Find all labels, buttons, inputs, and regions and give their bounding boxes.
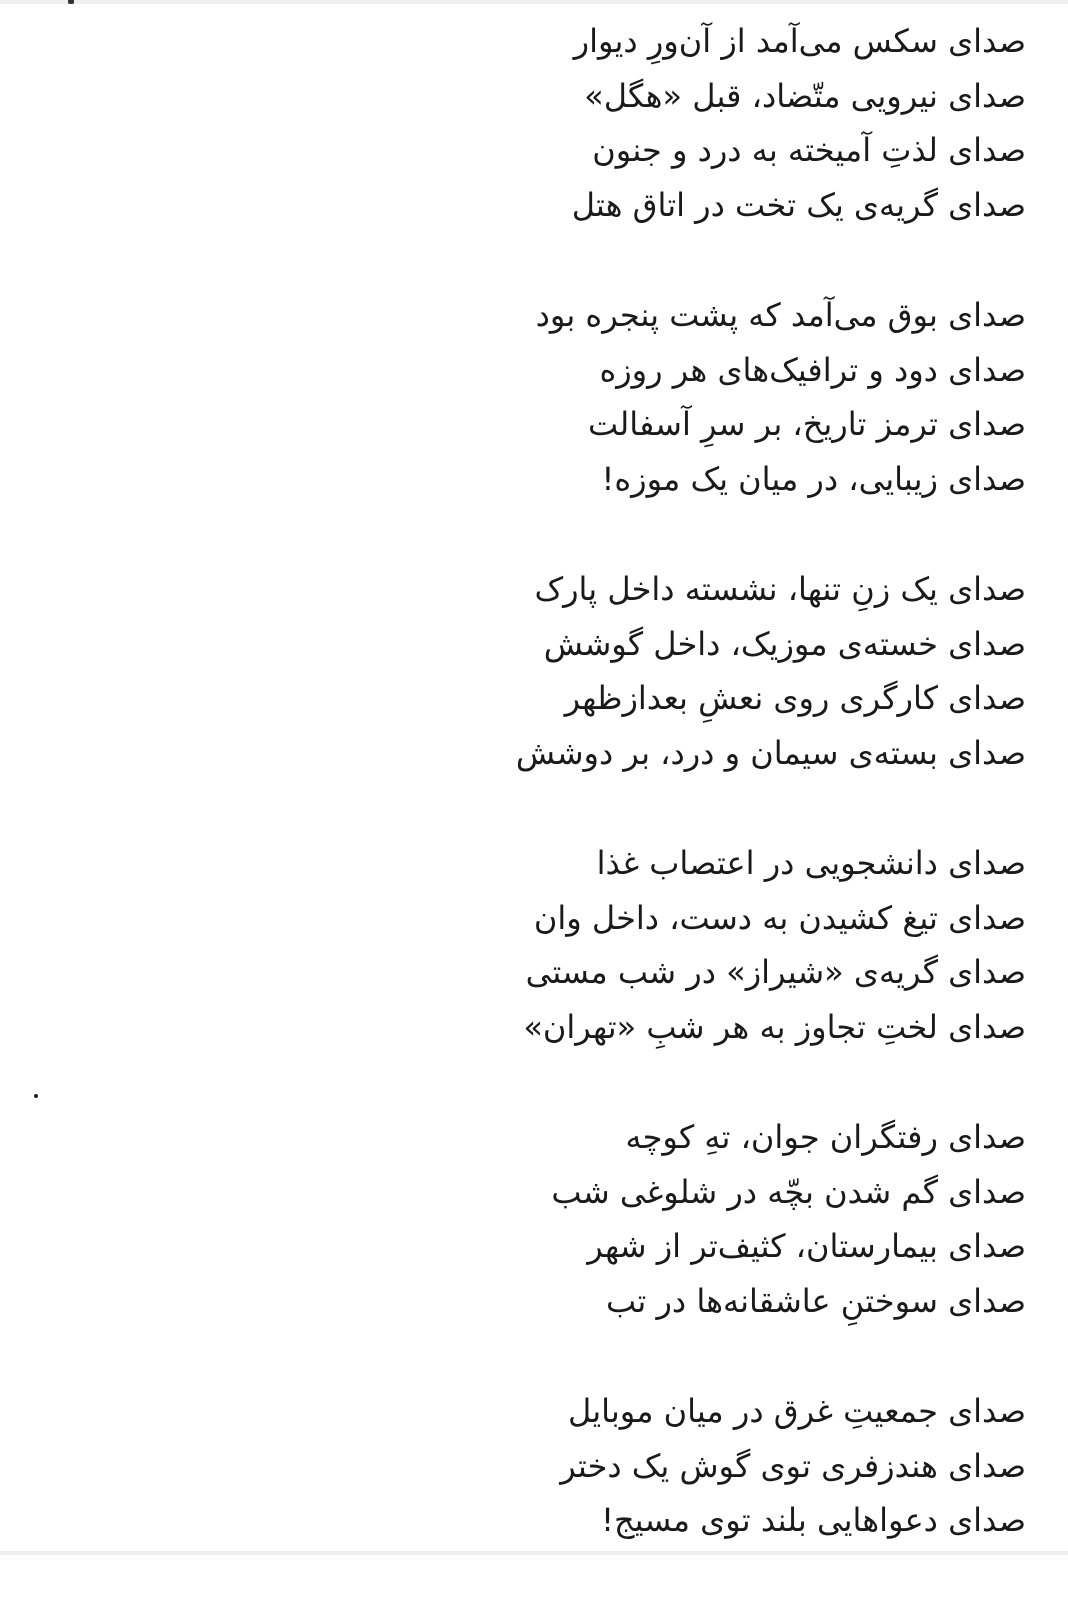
poem-line: صدای خسته‌ی موزیک، داخل گوشش	[543, 624, 1026, 663]
poem-line: صدای زیبایی، در میان یک موزه!	[601, 459, 1026, 498]
bottom-divider	[0, 1551, 1068, 1555]
poem-line: صدای دانشجویی در اعتصاب غذا	[596, 844, 1026, 882]
stanza-6	[266, 1384, 1026, 1548]
poem-line: صدای گم شدن بچّه در شلوغی شب	[551, 1172, 1026, 1211]
stanza-2	[266, 288, 1026, 506]
poem-line: صدای بیمارستان، کثیف‌تر از شهر	[587, 1227, 1026, 1265]
cropped-glyph-fragment	[68, 0, 74, 4]
poem-line: صدای گریه‌ی «شیراز» در شب مستی	[525, 953, 1026, 991]
poem-line: صدای بسته‌ی سیمان و درد، بر دوشش	[515, 733, 1026, 772]
poem-line: صدای نیرویی متّضاد، قبل «هگل»	[584, 76, 1026, 115]
poem-line: صدای یک زنِ تنها، نشسته داخل پارک	[534, 570, 1026, 608]
stanza-5	[266, 1110, 1026, 1328]
poem-line: صدای رفتگران جوان، تهِ کوچه	[625, 1118, 1026, 1156]
poem-line: صدای هندزفری توی گوش یک دختر	[560, 1446, 1026, 1485]
poem-line: صدای لختِ تجاوز به هر شبِ «تهران»	[523, 1007, 1026, 1046]
top-divider	[0, 0, 1068, 4]
stanza-1	[266, 14, 1026, 232]
poem-line: صدای بوق می‌آمد که پشت پنجره بود	[535, 296, 1026, 334]
poem-line: صدای تیغ کشیدن به دست، داخل وان	[533, 898, 1026, 937]
poem-line: صدای سوختنِ عاشقانه‌ها در تب	[605, 1281, 1026, 1320]
poem-line: صدای دعواهایی بلند توی مسیج!	[601, 1501, 1026, 1539]
poem-line: صدای کارگری روی نعشِ بعدازظهر	[564, 679, 1026, 717]
poem-line: صدای سکس می‌آمد از آن‌ورِ دیوار	[573, 22, 1026, 60]
stanza-4	[266, 836, 1026, 1054]
stanza-3	[266, 562, 1026, 780]
poem-text	[266, 14, 1026, 1604]
poem-line: صدای لذتِ آمیخته به درد و جنون	[592, 131, 1026, 169]
poem-line: صدای دود و ترافیک‌های هر روزه	[599, 350, 1026, 389]
stray-dot	[34, 1094, 38, 1098]
poem-line: صدای گریه‌ی یک تخت در اتاق هتل	[571, 185, 1026, 224]
poem-line: صدای جمعیتِ غرق در میان موبایل	[568, 1392, 1026, 1430]
poem-line: صدای ترمز تاریخ، بر سرِ آسفالت	[588, 405, 1026, 443]
